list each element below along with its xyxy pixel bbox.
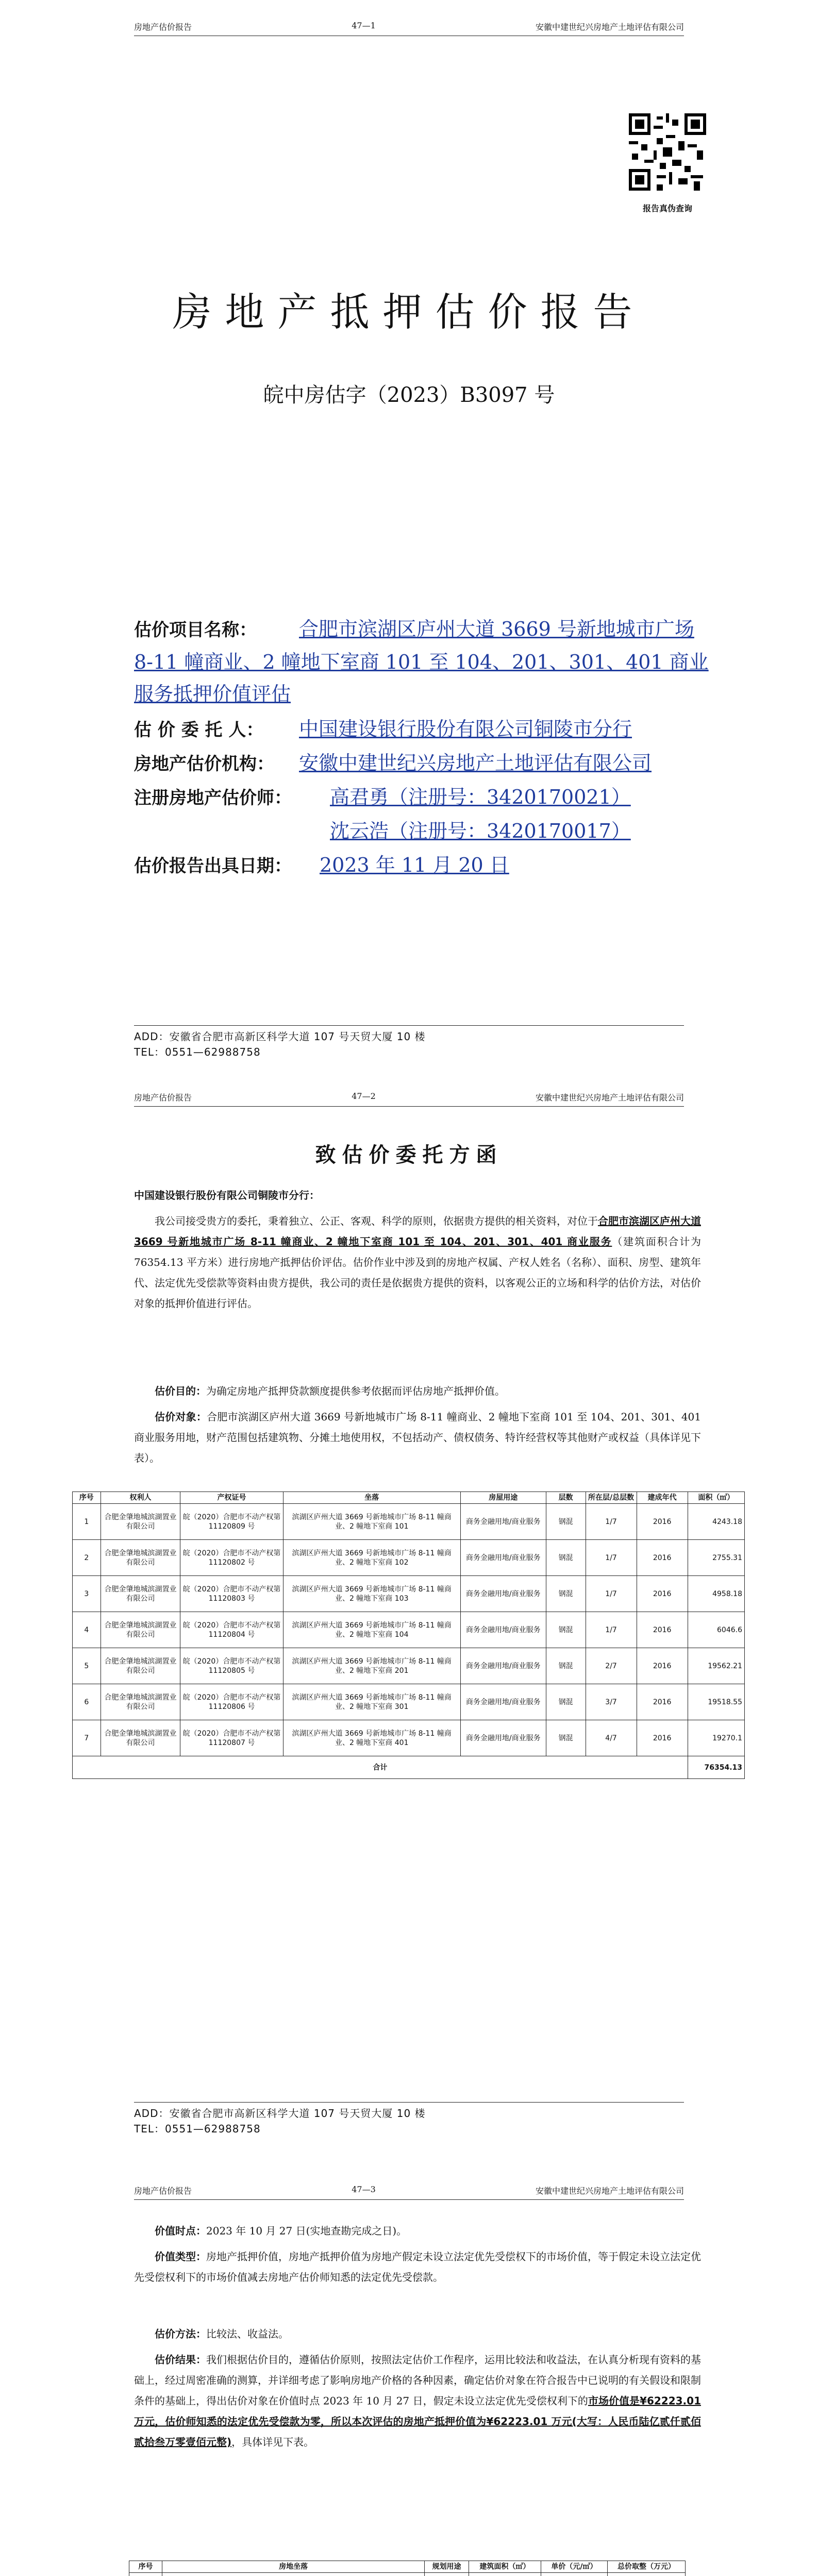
cell: 19518.55 xyxy=(688,1684,744,1720)
col-floor: 所在层/总层数 xyxy=(586,1492,637,1504)
cell: 钢混 xyxy=(546,1684,586,1720)
cover-page xyxy=(0,0,818,1077)
cell: 滨湖区庐州大道 3669 号新地城市广场 8-11 幢商业、2 幢地下室商 101 xyxy=(283,1504,460,1540)
method-text: 比较法、收益法。 xyxy=(206,2328,289,2340)
cell: 4958.18 xyxy=(688,1576,744,1612)
col-total: 总价取整（万元） xyxy=(608,2561,686,2573)
field-appraiser-2 xyxy=(134,815,716,847)
table-total-row xyxy=(73,1756,745,1779)
cell: 钢混 xyxy=(546,1504,586,1540)
field-value: 合肥市滨湖区庐州大道 3669 号新地城市广场 8-11 幢商业、2 幢地下室商 101 至 104、201、301、401 商业服务抵押价值评估 xyxy=(134,618,709,705)
cell: 滨湖区庐州大道 3669 号新地城市广场 8-11 幢商业、2 幢地下室商 401 xyxy=(283,1720,460,1756)
cell: 商务金融用地/商业服务 xyxy=(460,1540,546,1576)
cell: 钢混 xyxy=(546,1612,586,1648)
cell: 6 xyxy=(73,1684,101,1720)
cell: 合肥金肇地城滨湖置业有限公司 xyxy=(101,1648,180,1684)
letter-heading: 致估价委托方函 xyxy=(315,1143,503,1167)
cell: 1/7 xyxy=(586,1540,637,1576)
result-text: 我们根据估价目的，遵循估价原则，按照法定估价工作程序，运用比较法和收益法，在认真分析现有资料的基础上，经过周密准确的测算，并详细考虑了影响房地产价格的各种因素，确定估价对象在符合报告中已说明的有关假设和限制条件的基础上，得出估价对象在价值时点 2023 年 10 月 27 日，假定未设立法定优先受偿权利下的 xyxy=(134,2353,701,2407)
cell: 合肥金肇地城滨湖置业有限公司 xyxy=(101,1540,180,1576)
report-title: 房地产抵押估价报告 xyxy=(172,289,646,335)
cell: 6046.6 xyxy=(688,1612,744,1648)
field-agency xyxy=(134,747,716,780)
cell: 皖（2020）合肥市不动产权第 11120803 号 xyxy=(180,1576,283,1612)
col-location: 坐落 xyxy=(283,1492,460,1504)
date-label: 价值时点： xyxy=(155,2225,206,2237)
cell: 商务金融用地/商业服务 xyxy=(460,1684,546,1720)
col-owner: 权利人 xyxy=(101,1492,180,1504)
letter-intro xyxy=(134,1211,701,1314)
cell: 皖（2020）合肥市不动产权第 11120809 号 xyxy=(180,1504,283,1540)
cell: 商务金融用地/商业服务 xyxy=(460,1720,546,1756)
cell xyxy=(129,2573,162,2576)
qr-code-icon[interactable] xyxy=(629,113,706,191)
cell: 19270.1 xyxy=(688,1720,744,1756)
method xyxy=(134,2324,701,2344)
cell: 钢混 xyxy=(546,1576,586,1612)
cell: 3 xyxy=(73,1576,101,1612)
type-label: 价值类型： xyxy=(155,2250,206,2263)
field-project-name xyxy=(134,613,716,710)
col-no: 序号 xyxy=(129,2561,162,2573)
table-row xyxy=(73,1576,745,1612)
purpose xyxy=(134,1381,701,1401)
total-value: 76354.13 xyxy=(688,1756,744,1779)
header-right: 安徽中建世纪兴房地产土地评估有限公司 xyxy=(535,2186,684,2196)
field-value: 中国建设银行股份有限公司铜陵市分行 xyxy=(299,718,632,740)
table-row xyxy=(73,1648,745,1684)
object xyxy=(134,1406,701,1468)
page-header xyxy=(134,1091,684,1107)
result-text-2: ，具体详见下表。 xyxy=(231,2436,314,2448)
header-page-number: 47—3 xyxy=(352,2184,376,2194)
page-footer xyxy=(134,2102,684,2137)
field-appraiser-1 xyxy=(134,781,716,814)
col-price: 单价（元/㎡） xyxy=(541,2561,607,2573)
field-label: 注册房地产估价师： xyxy=(134,788,292,808)
cell: 5 xyxy=(73,1648,101,1684)
letter-recipient: 中国建设银行股份有限公司铜陵市分行： xyxy=(134,1189,320,1201)
page-footer xyxy=(134,1025,684,1060)
table-row xyxy=(129,2573,686,2576)
header-right: 安徽中建世纪兴房地产土地评估有限公司 xyxy=(535,1093,684,1103)
col-location: 房地坐落 xyxy=(162,2561,425,2573)
cell: 皖（2020）合肥市不动产权第 11120806 号 xyxy=(180,1684,283,1720)
cell: 皖（2020）合肥市不动产权第 11120807 号 xyxy=(180,1720,283,1756)
field-value: 安徽中建世纪兴房地产土地评估有限公司 xyxy=(299,752,652,774)
cell: 滨湖区庐州大道 3669 号新地城市广场 8-11 幢商业、2 幢地下室商 102 xyxy=(283,1540,460,1576)
intro-text-2: （建筑面积合计为 76354.13 平方米）进行房地产抵押估价评估。估价作业中涉及到的房地产权属、产权人姓名（名称）、面积、房型、建筑年代、法定优先受偿款等资料由贵方提供，我公司的责任是依据贵方提供的资料，以客观公正的立场和科学的估价方法，对估价对象的抵押价值进行评估。 xyxy=(134,1235,701,1310)
footer-address: ADD：安徽省合肥市高新区科学大道 107 号天贸大厦 10 楼 xyxy=(134,2107,426,2120)
header-right: 安徽中建世纪兴房地产土地评估有限公司 xyxy=(535,22,684,32)
col-area: 建筑面积（㎡） xyxy=(469,2561,541,2573)
cell: 合肥金肇地城滨湖置业有限公司 xyxy=(101,1720,180,1756)
table-header-row xyxy=(129,2561,686,2573)
table-row xyxy=(73,1504,745,1540)
field-value: 沈云浩（注册号：3420170017） xyxy=(330,820,631,842)
col-cert: 产权证号 xyxy=(180,1492,283,1504)
field-value: 高君勇（注册号：3420170021） xyxy=(330,786,631,808)
value-date xyxy=(134,2221,701,2241)
cell: 合肥金肇地城滨湖置业有限公司 xyxy=(101,1504,180,1540)
method-label: 估价方法： xyxy=(155,2328,206,2340)
type-text: 房地产抵押价值，房地产抵押价值为房地产假定未设立法定优先受偿权下的市场价值，等于假定未设立法定优先受偿权利下的市场价值减去房地产估价师知悉的法定优先受偿款。 xyxy=(134,2250,701,2283)
cell: 2016 xyxy=(637,1648,688,1684)
table-row xyxy=(73,1540,745,1576)
cell: 商务金融用地/商业服务 xyxy=(460,1504,546,1540)
footer-tel: TEL：0551—62988758 xyxy=(134,2123,261,2135)
cell: 滨湖区庐州大道 3669 号新地城市广场 8-11 幢商业、2 幢地下室商 201 xyxy=(283,1648,460,1684)
col-year: 建成年代 xyxy=(637,1492,688,1504)
cell xyxy=(469,2573,541,2576)
col-area: 面积（㎡） xyxy=(688,1492,744,1504)
result-label: 估价结果： xyxy=(155,2353,206,2366)
cell: 1/7 xyxy=(586,1612,637,1648)
purpose-text: 为确定房地产抵押贷款额度提供参考依据而评估房地产抵押价值。 xyxy=(206,1385,505,1397)
col-structure: 层数 xyxy=(546,1492,586,1504)
cell: 钢混 xyxy=(546,1540,586,1576)
cell: 19562.21 xyxy=(688,1648,744,1684)
cell: 滨湖区庐州大道 3669 号新地城市广场 8-11 幢商业、2 幢地下室商 104 xyxy=(283,1612,460,1648)
cell: 滨湖区庐州大道 3669 号新地城市广场 8-11 幢商业、2 幢地下室商 103 xyxy=(283,1576,460,1612)
cell: 2016 xyxy=(637,1720,688,1756)
qr-caption: 报告真伪查询 xyxy=(642,204,692,213)
cell: 滨湖区庐州大道 3669 号新地城市广场 8-11 幢商业、2 幢地下室商 301 xyxy=(283,1684,460,1720)
cell: 商务金融用地/商业服务 xyxy=(460,1648,546,1684)
cell: 2016 xyxy=(637,1612,688,1648)
cell: 1/7 xyxy=(586,1504,637,1540)
field-client xyxy=(134,713,716,746)
cell: 钢混 xyxy=(546,1720,586,1756)
cell: 2/7 xyxy=(586,1648,637,1684)
header-page-number: 47—1 xyxy=(352,21,376,30)
intro-object: 合肥市滨湖区庐州大道 3669 号新地城市广场 8-11 幢商业、2 幢地下室商 101 至 104、201、301、401 商业服务 xyxy=(134,1215,701,1248)
result xyxy=(134,2349,701,2452)
valuation-table xyxy=(129,2561,686,2576)
header-left: 房地产估价报告 xyxy=(134,22,192,32)
page-header xyxy=(134,2184,684,2200)
result-value: 市场价值是¥62223.01 万元，估价师知悉的法定优先受偿款为零，所以本次评估的房地产抵押价值为¥62223.01 万元(大写：人民币陆亿贰仟贰佰贰拾叁万零壹佰元整) xyxy=(134,2395,701,2448)
purpose-label: 估价目的： xyxy=(155,1385,206,1397)
cell: 2016 xyxy=(637,1576,688,1612)
field-value: 2023 年 11 月 20 日 xyxy=(320,854,509,876)
cell: 合肥金肇地城滨湖置业有限公司 xyxy=(101,1576,180,1612)
header-left: 房地产估价报告 xyxy=(134,1093,192,1103)
cell: 皖（2020）合肥市不动产权第 11120805 号 xyxy=(180,1648,283,1684)
cell: 4/7 xyxy=(586,1720,637,1756)
cell: 2016 xyxy=(637,1684,688,1720)
table-row xyxy=(73,1720,745,1756)
cell xyxy=(541,2573,607,2576)
cell: 7 xyxy=(73,1720,101,1756)
cell: 4 xyxy=(73,1612,101,1648)
table-row xyxy=(73,1612,745,1648)
field-label: 房地产估价机构： xyxy=(134,754,274,774)
cell xyxy=(608,2573,686,2576)
cell: 2016 xyxy=(637,1540,688,1576)
cell: 1/7 xyxy=(586,1576,637,1612)
header-page-number: 47—2 xyxy=(352,1091,376,1101)
cell: 2 xyxy=(73,1540,101,1576)
table-header-row xyxy=(73,1492,745,1504)
value-type xyxy=(134,2246,701,2287)
page-header xyxy=(134,21,684,36)
intro-text: 我公司接受贵方的委托，秉着独立、公正、客观、科学的原则，依据贵方提供的相关资料，对位于 xyxy=(155,1215,598,1227)
cell: 4243.18 xyxy=(688,1504,744,1540)
cell xyxy=(425,2573,469,2576)
col-use: 规划用途 xyxy=(425,2561,469,2573)
field-report-date xyxy=(134,849,716,882)
footer-tel: TEL：0551—62988758 xyxy=(134,1046,261,1058)
cell: 皖（2020）合肥市不动产权第 11120804 号 xyxy=(180,1612,283,1648)
report-number: 皖中房估字（2023）B3097 号 xyxy=(263,383,555,407)
cell: 合肥金肇地城滨湖置业有限公司 xyxy=(101,1684,180,1720)
header-left: 房地产估价报告 xyxy=(134,2186,192,2196)
cell: 皖（2020）合肥市不动产权第 11120802 号 xyxy=(180,1540,283,1576)
field-label: 估价报告出具日期： xyxy=(134,856,292,876)
letter-page-1 xyxy=(0,1082,818,2164)
col-no: 序号 xyxy=(73,1492,101,1504)
table-row xyxy=(73,1684,745,1720)
date-text: 2023 年 10 月 27 日(实地查勘完成之日)。 xyxy=(206,2225,407,2237)
object-label: 估价对象： xyxy=(155,1411,207,1423)
cell: 1 xyxy=(73,1504,101,1540)
cell: 2016 xyxy=(637,1504,688,1540)
property-table xyxy=(72,1492,745,1779)
cell: 商务金融用地/商业服务 xyxy=(460,1576,546,1612)
col-use: 房屋用途 xyxy=(460,1492,546,1504)
letter-page-2 xyxy=(0,2169,818,2576)
cell: 钢混 xyxy=(546,1648,586,1684)
cell: 3/7 xyxy=(586,1684,637,1720)
cell: 合肥金肇地城滨湖置业有限公司 xyxy=(101,1612,180,1648)
cell xyxy=(162,2573,425,2576)
field-label: 估价项目名称： xyxy=(134,620,257,640)
cell: 商务金融用地/商业服务 xyxy=(460,1612,546,1648)
field-label: 估 价 委 托 人： xyxy=(134,720,264,740)
footer-address: ADD：安徽省合肥市高新区科学大道 107 号天贸大厦 10 楼 xyxy=(134,1030,426,1043)
total-label: 合计 xyxy=(73,1756,688,1779)
cell: 2755.31 xyxy=(688,1540,744,1576)
object-text: 合肥市滨湖区庐州大道 3669 号新地城市广场 8-11 幢商业、2 幢地下室商 101 至 104、201、301、401 商业服务用地，财产范围包括建筑物、分摊土地使用权，不包括动产、债权债务、特许经营权等其他财产或权益（具体详见下表）。 xyxy=(134,1411,701,1464)
